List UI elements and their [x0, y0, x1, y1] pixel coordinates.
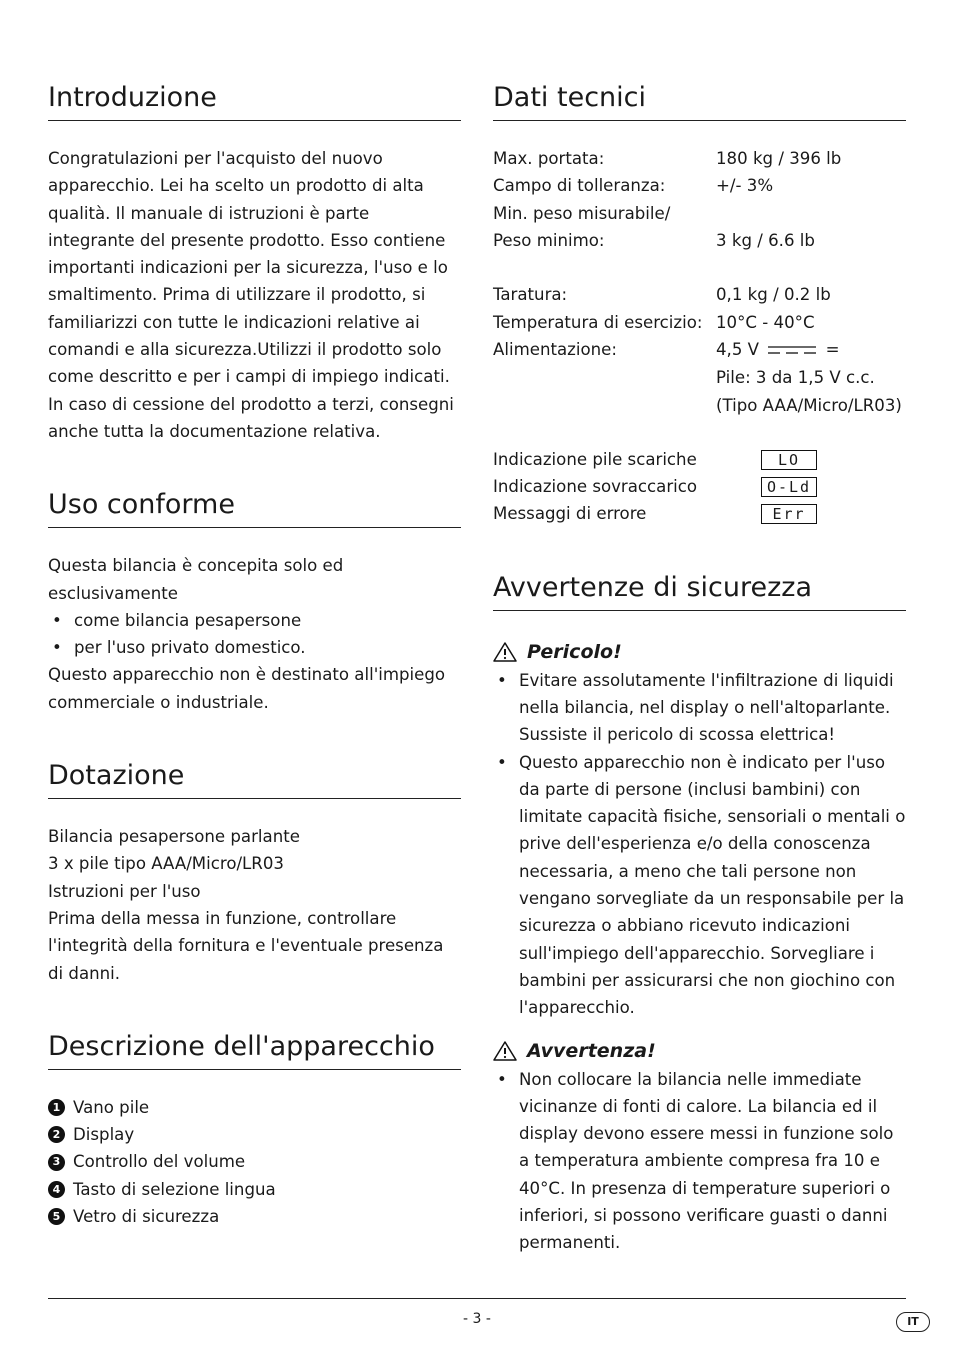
indicator-label: Indicazione sovraccarico	[493, 477, 698, 497]
heading-avvertenze: Avvertenze di sicurezza	[493, 570, 906, 611]
part-label: Vano pile	[73, 1097, 150, 1117]
part-label: Controllo del volume	[73, 1152, 246, 1172]
list-item: • Non collocare la bilancia nelle immediate vicinanze di fonti di calore. La bilancia ed il display devono essere messi in funzione solo a temperatura ambiente compresa fra 10 e 40°C. In presenza di temperature superiori o inferiori, si possono verificare guasti o danni permanenti.	[493, 1066, 906, 1257]
dotazione-line: Prima della messa in funzione, controllare l'integrità della fornitura e l'eventuale presenza di danni.	[48, 908, 444, 983]
pericolo-heading	[493, 637, 906, 667]
list-item: • Questo apparecchio non è indicato per l'uso da parte di persone (inclusi bambini) con limitate capacità fisiche, sensoriali o mentali o prive dell'esperienza e/o della conoscenza necessaria, a meno che tali persone non vengano sorvegliate da un responsabile per la sicurezza o abbiano ricevuto indicazioni sull'impiego dell'apparecchio. Sorvegliare i bambini per assicurarsi che non giochino con l'apparecchio.	[493, 749, 906, 1022]
spec-value: 3 kg / 6.6 lb	[716, 230, 815, 250]
number-badge: 3	[48, 1154, 65, 1171]
voltage-suffix: =	[825, 340, 840, 360]
spec-value: 10°C - 40°C	[716, 312, 815, 332]
pericolo-label: Pericolo!	[527, 640, 622, 663]
voltage-value: 4,5 V	[716, 340, 760, 360]
spec-key: Max. portata:	[493, 149, 605, 168]
spec-value	[716, 336, 906, 364]
dotazione-line: 3 x pile tipo AAA/Micro/LR03	[48, 854, 284, 874]
list-item	[48, 1148, 461, 1175]
page-number: - 3 -	[463, 1311, 491, 1327]
table-row	[493, 500, 906, 527]
lcd-display: O-Ld	[761, 477, 817, 497]
spec-value	[716, 200, 906, 227]
heading-dotazione: Dotazione	[48, 758, 461, 799]
spec-value: 180 kg / 396 lb	[716, 149, 842, 168]
indicator-label: Messaggi di errore	[493, 504, 647, 524]
warning-triangle-icon	[493, 1041, 517, 1061]
language-badge: IT	[896, 1312, 930, 1332]
table-row	[493, 281, 906, 308]
lcd-display: Err	[761, 504, 817, 524]
section-descrizione	[48, 1029, 461, 1230]
specs-table	[493, 145, 906, 419]
heading-uso-conforme: Uso conforme	[48, 487, 461, 528]
section-dati-tecnici	[493, 80, 906, 528]
spec-key: Min. peso misurabile/	[493, 203, 671, 223]
spec-key: Temperatura di esercizio:	[493, 312, 703, 332]
table-row	[493, 200, 906, 227]
number-badge: 1	[48, 1099, 65, 1116]
part-label: Display	[73, 1125, 135, 1145]
table-row	[493, 309, 906, 336]
dotazione-line: Bilancia pesapersone parlante	[48, 827, 300, 847]
parts-list	[48, 1094, 461, 1230]
pericolo-list	[493, 667, 906, 1022]
table-row	[493, 172, 906, 199]
indicator-table	[493, 446, 906, 528]
avvertenza-list	[493, 1066, 906, 1257]
dotazione-line: Istruzioni per l'uso	[48, 881, 201, 901]
right-column	[493, 80, 906, 1257]
dc-current-icon	[768, 337, 816, 364]
list-item	[48, 1094, 461, 1121]
spec-value: Pile: 3 da 1,5 V c.c.	[716, 368, 875, 388]
section-introduzione	[48, 80, 461, 445]
section-avvertenze	[493, 570, 906, 1257]
uso-list	[48, 607, 461, 662]
table-row	[493, 145, 906, 172]
avvertenza-heading	[493, 1036, 906, 1066]
lcd-display: LO	[761, 450, 817, 470]
table-row	[493, 227, 906, 254]
indicator-label: Indicazione pile scariche	[493, 449, 697, 469]
left-column	[48, 80, 461, 1230]
table-row	[493, 392, 906, 419]
spec-key: Campo di tolleranza:	[493, 176, 666, 196]
part-label: Tasto di selezione lingua	[73, 1179, 276, 1199]
list-item: • Evitare assolutamente l'infiltrazione di liquidi nella bilancia, nel display o nell'altoparlante. Sussiste il pericolo di scossa elettrica!	[493, 667, 906, 749]
section-uso-conforme	[48, 487, 461, 716]
avvertenza-label: Avvertenza!	[527, 1039, 656, 1062]
list-item	[48, 1121, 461, 1148]
warning-triangle-icon	[493, 642, 517, 662]
table-row	[493, 473, 906, 500]
number-badge: 4	[48, 1181, 65, 1198]
spec-key: Alimentazione:	[493, 340, 617, 360]
part-label: Vetro di sicurezza	[73, 1207, 220, 1227]
footer-divider	[48, 1298, 906, 1299]
list-item: • come bilancia pesapersone	[48, 607, 461, 634]
table-row	[493, 364, 906, 391]
list-item	[48, 1176, 461, 1203]
spec-value: +/- 3%	[716, 176, 774, 196]
list-item	[48, 1203, 461, 1230]
heading-dati-tecnici: Dati tecnici	[493, 80, 906, 121]
heading-introduzione: Introduzione	[48, 80, 461, 121]
uso-tail: Questo apparecchio non è destinato all'impiego commerciale o industriale.	[48, 665, 446, 712]
spec-value: (Tipo AAA/Micro/LR03)	[716, 395, 902, 415]
uso-lead: Questa bilancia è concepita solo ed esclusivamente	[48, 556, 344, 603]
list-item: • per l'uso privato domestico.	[48, 634, 461, 661]
table-row	[493, 336, 906, 364]
heading-descrizione: Descrizione dell'apparecchio	[48, 1029, 461, 1070]
number-badge: 5	[48, 1208, 65, 1225]
spec-key: Peso minimo:	[493, 230, 605, 250]
spec-value: 0,1 kg / 0.2 lb	[716, 285, 831, 305]
section-dotazione	[48, 758, 461, 987]
number-badge: 2	[48, 1126, 65, 1143]
table-row	[493, 446, 906, 473]
spec-key: Taratura:	[493, 285, 568, 305]
intro-body: Congratulazioni per l'acquisto del nuovo apparecchio. Lei ha scelto un prodotto di alta qualità. Il manuale di istruzioni è parte integrante del presente prodotto. Esso contiene importanti indicazioni per la sicurezza, l'uso e lo smaltimento. Prima di utilizzare il prodotto, si familiarizzi con tutte le indicazioni relative ai comandi e alla sicurezza.Utilizzi il prodotto solo come descritto e per i campi di impiego indicati. In caso di cessione del prodotto a terzi, consegni anche tutta la documentazione relativa.	[48, 149, 454, 441]
